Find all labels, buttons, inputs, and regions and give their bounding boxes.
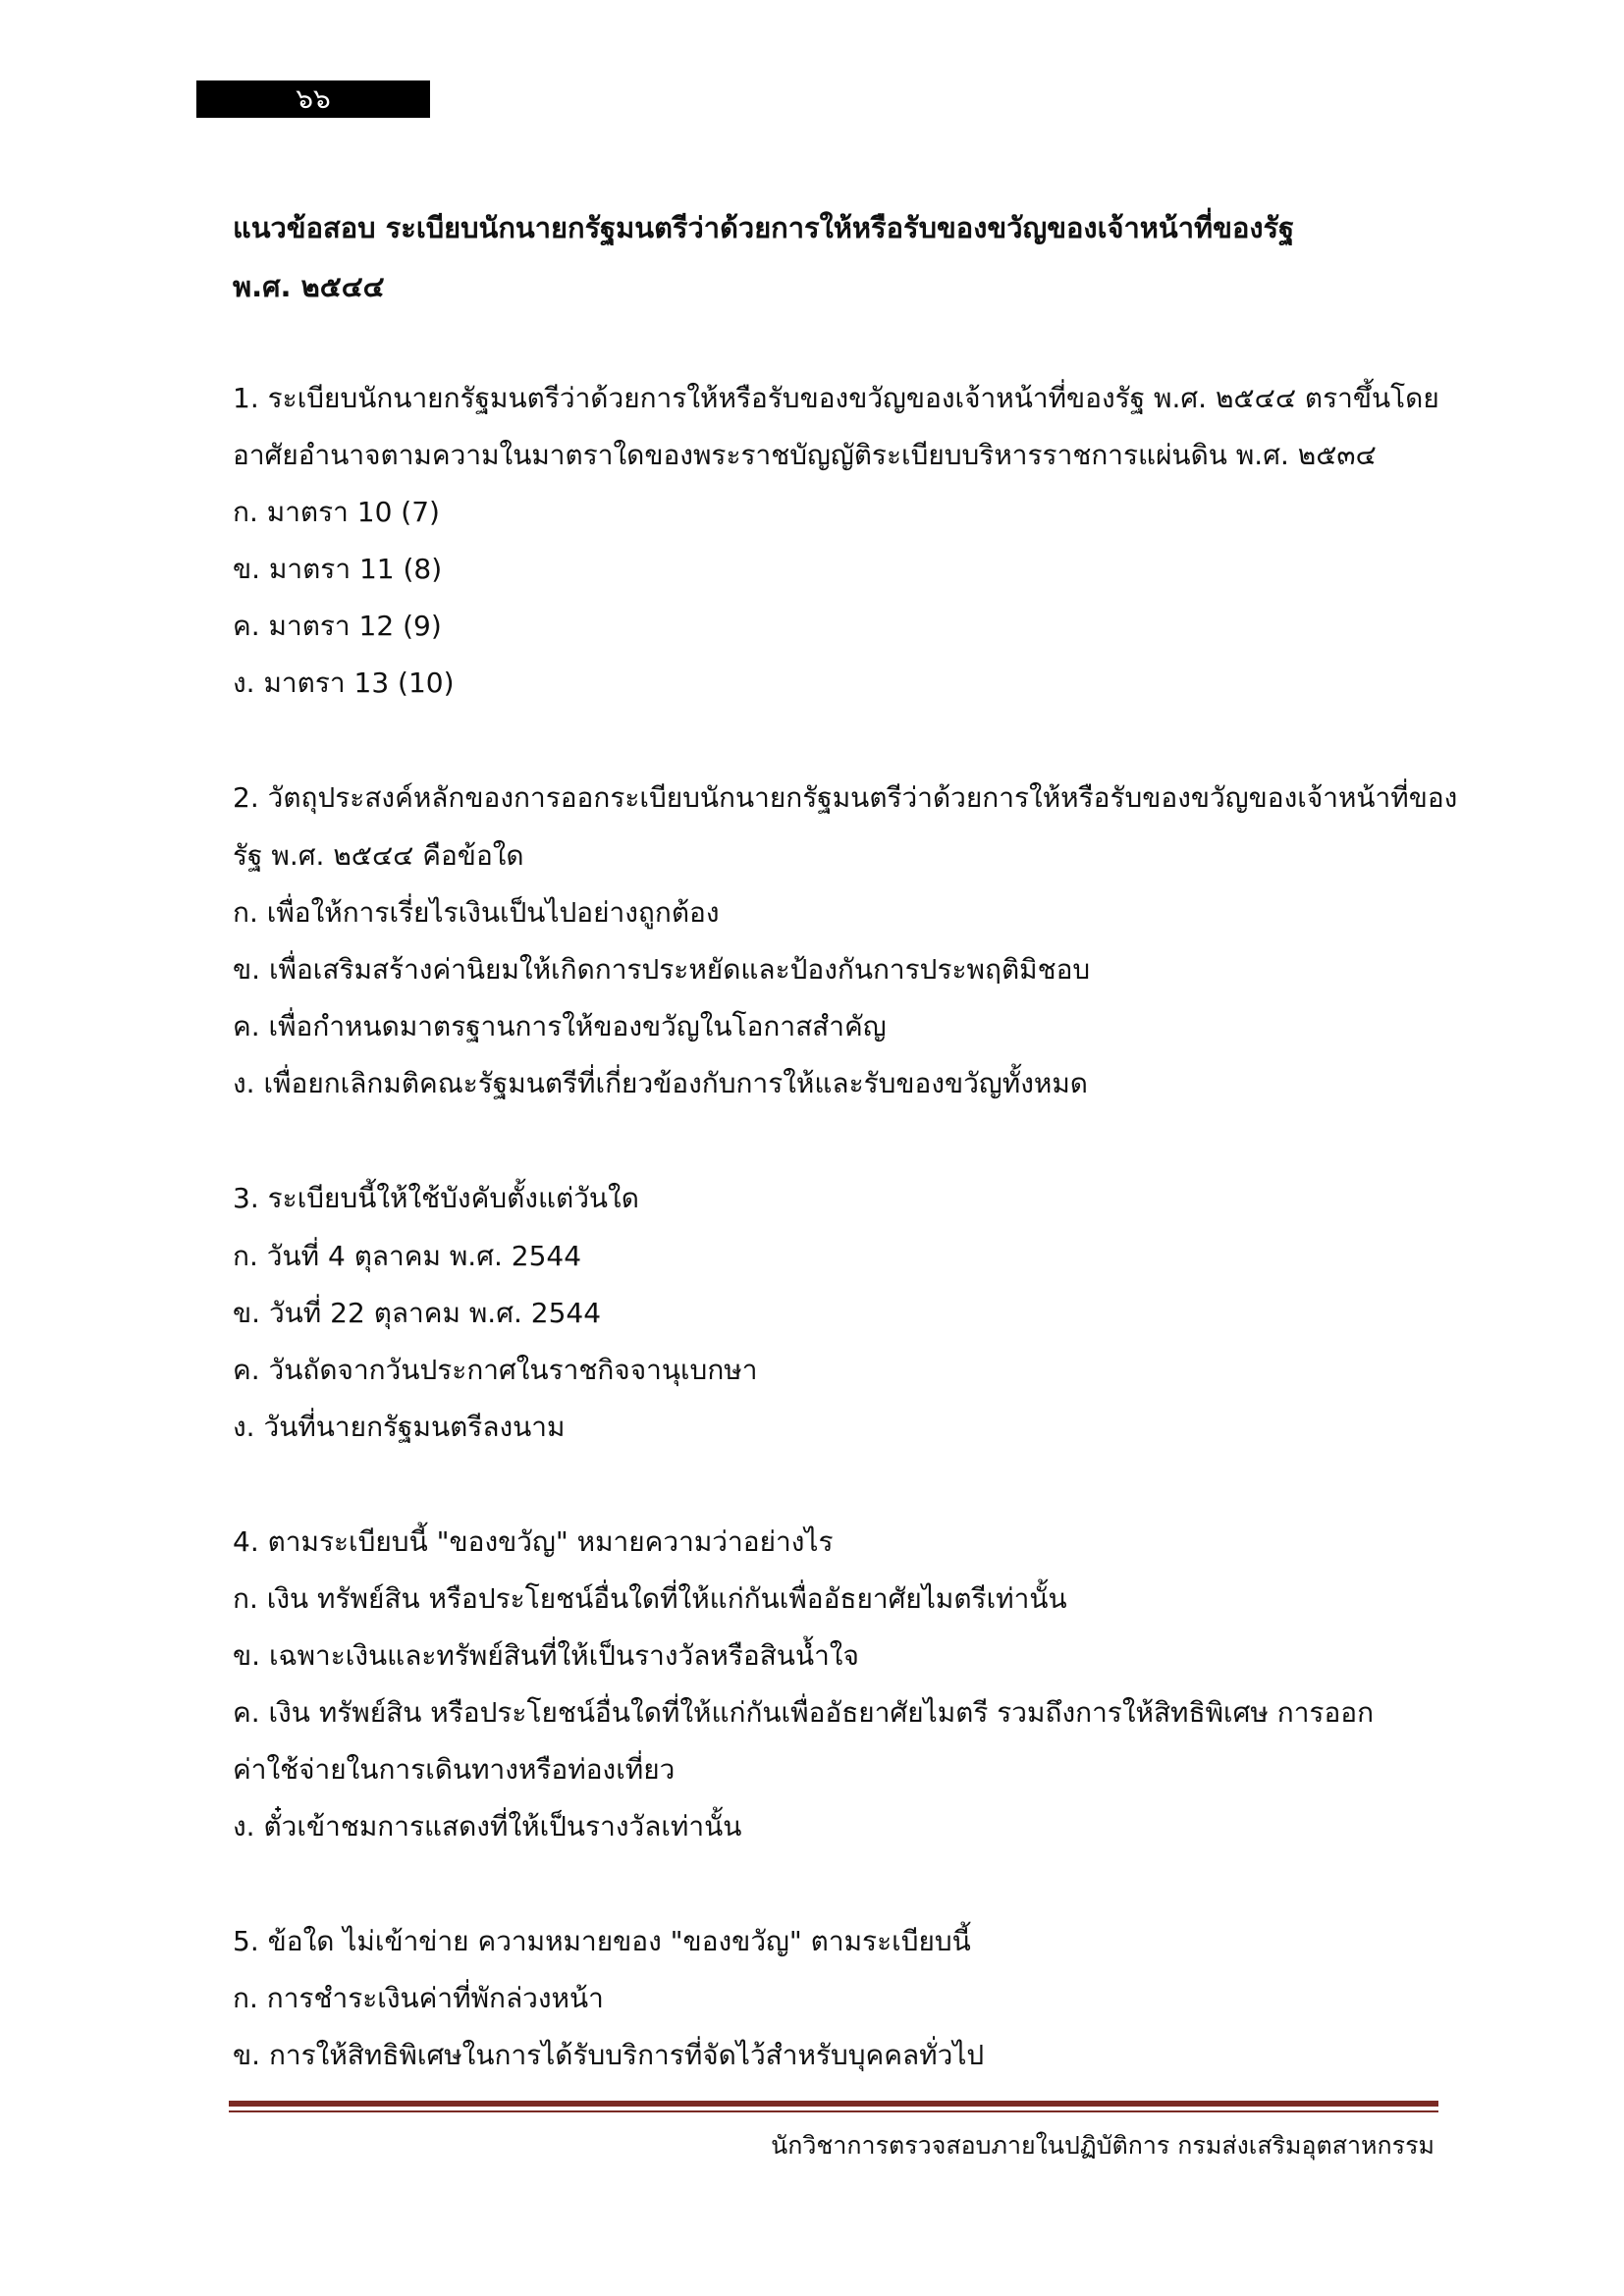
question-3-option-d: ง. วันที่นายกรัฐมนตรีลงนาม (233, 1411, 566, 1443)
question-4-option-c: ค. เงิน ทรัพย์สิน หรือประโยชน์อื่นใดที่ให้แก่กันเพื่ออัธยาศัยไมตรี รวมถึงการให้สิทธิพิเศษ การออก (233, 1696, 1375, 1729)
question-2-text-cont: รัฐ พ.ศ. ๒๕๔๔ คือข้อใด (233, 839, 524, 872)
question-1-option-d: ง. มาตรา 13 (10) (233, 667, 455, 699)
footer-divider-thin (229, 2110, 1438, 2112)
document-title-year: พ.ศ. ๒๕๔๔ (233, 270, 385, 303)
question-3-option-b: ข. วันที่ 22 ตุลาคม พ.ศ. 2544 (233, 1297, 602, 1329)
question-5-text: 5. ข้อใด ไม่เข้าข่าย ความหมายของ "ของขวัญ" ตามระเบียบนี้ (233, 1925, 971, 1957)
page-number: ๖๖ (196, 80, 430, 118)
document-title: แนวข้อสอบ ระเบียบนักนายกรัฐมนตรีว่าด้วยการให้หรือรับของขวัญของเจ้าหน้าที่ของรัฐ (233, 211, 1295, 244)
question-1-text: 1. ระเบียบนักนายกรัฐมนตรีว่าด้วยการให้หรือรับของขวัญของเจ้าหน้าที่ของรัฐ พ.ศ. ๒๕๔๔ ตราขึ้นโดย (233, 382, 1439, 414)
question-2-option-c: ค. เพื่อกำหนดมาตรฐานการให้ของขวัญในโอกาสสำคัญ (233, 1010, 887, 1042)
question-3-text: 3. ระเบียบนี้ให้ใช้บังคับตั้งแต่วันใด (233, 1182, 639, 1214)
question-2-option-d: ง. เพื่อยกเลิกมติคณะรัฐมนตรีที่เกี่ยวข้องกับการให้และรับของขวัญทั้งหมด (233, 1067, 1088, 1099)
footer-divider (229, 2101, 1438, 2107)
footer-text: นักวิชาการตรวจสอบภายในปฏิบัติการ กรมส่งเสริมอุตสาหกรรม (771, 2131, 1435, 2160)
question-4-option-b: ข. เฉพาะเงินและทรัพย์สินที่ให้เป็นรางวัลหรือสินน้ำใจ (233, 1639, 859, 1672)
question-2-option-a: ก. เพื่อให้การเรี่ยไรเงินเป็นไปอย่างถูกต้อง (233, 896, 720, 929)
question-4-option-a: ก. เงิน ทรัพย์สิน หรือประโยชน์อื่นใดที่ให้แก่กันเพื่ออัธยาศัยไมตรีเท่านั้น (233, 1582, 1067, 1615)
question-5-option-a: ก. การชำระเงินค่าที่พักล่วงหน้า (233, 1982, 604, 2014)
question-3-option-c: ค. วันถัดจากวันประกาศในราชกิจจานุเบกษา (233, 1354, 758, 1386)
question-1-text-cont: อาศัยอำนาจตามความในมาตราใดของพระราชบัญญัติระเบียบบริหารราชการแผ่นดิน พ.ศ. ๒๕๓๔ (233, 439, 1377, 471)
question-1-option-b: ข. มาตรา 11 (8) (233, 553, 443, 585)
question-1-option-c: ค. มาตรา 12 (9) (233, 610, 442, 642)
question-1-option-a: ก. มาตรา 10 (7) (233, 496, 440, 528)
question-2-text: 2. วัตถุประสงค์หลักของการออกระเบียบนักนายกรัฐมนตรีว่าด้วยการให้หรือรับของขวัญของเจ้าหน้าที่ของ (233, 781, 1458, 814)
question-4-option-c-cont: ค่าใช้จ่ายในการเดินทางหรือท่องเที่ยว (233, 1753, 676, 1786)
question-5-option-b: ข. การให้สิทธิพิเศษในการได้รับบริการที่จัดไว้สำหรับบุคคลทั่วไป (233, 2039, 985, 2071)
question-4-option-d: ง. ตั๋วเข้าชมการแสดงที่ให้เป็นรางวัลเท่านั้น (233, 1810, 742, 1842)
question-2-option-b: ข. เพื่อเสริมสร้างค่านิยมให้เกิดการประหยัดและป้องกันการประพฤติมิชอบ (233, 953, 1091, 986)
question-3-option-a: ก. วันที่ 4 ตุลาคม พ.ศ. 2544 (233, 1240, 582, 1272)
question-4-text: 4. ตามระเบียบนี้ "ของขวัญ" หมายความว่าอย่างไร (233, 1525, 834, 1558)
